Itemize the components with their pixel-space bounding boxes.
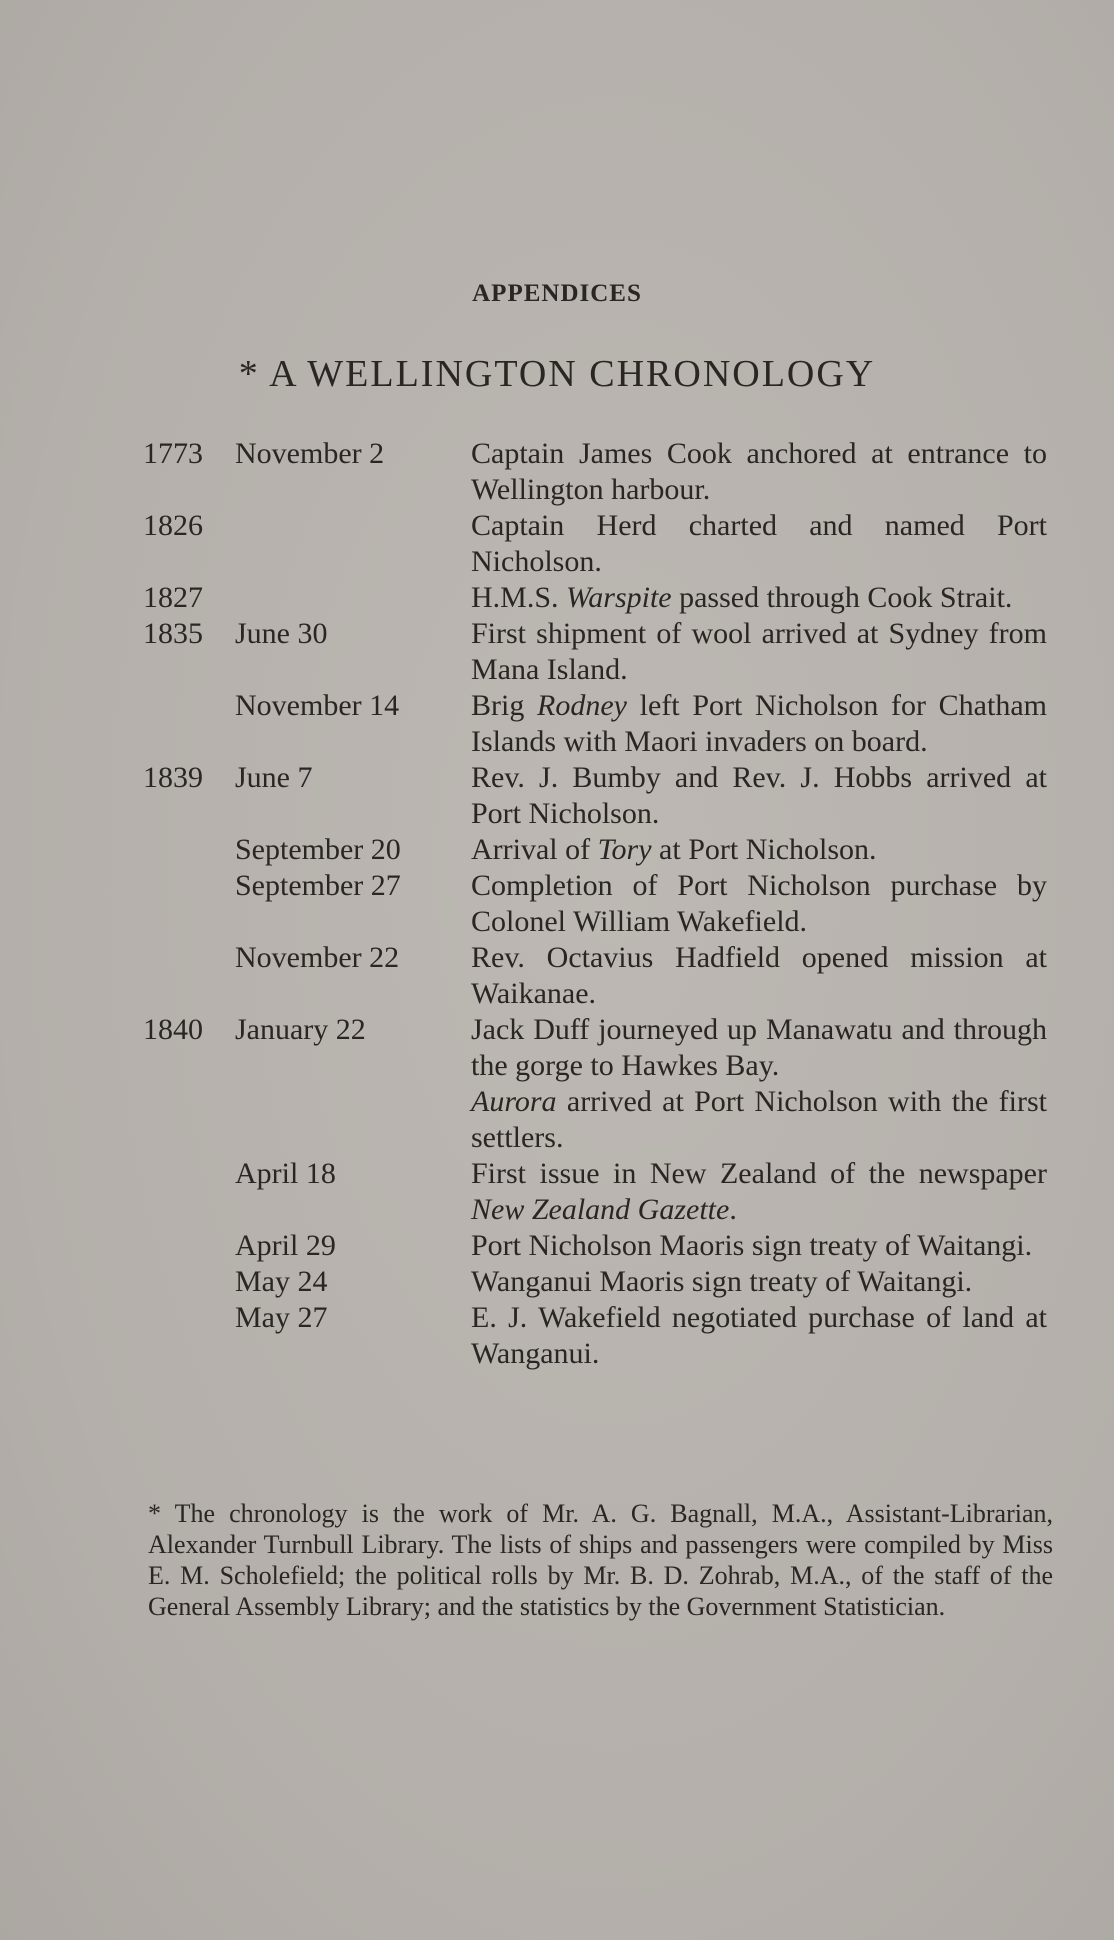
event-italic-title: Tory: [597, 833, 652, 866]
chronology-entry: [0, 1228, 1114, 1264]
chronology-entry: [0, 436, 1114, 508]
entry-year: 1826: [143, 509, 203, 542]
entry-date: June 7: [235, 761, 313, 794]
entry-date: June 30: [235, 617, 328, 650]
entry-event: Jack Duff journeyed up Manawatu and through the gorge to Hawkes Bay.: [471, 1013, 1047, 1082]
entry-event: [471, 1156, 1047, 1228]
entry-year: 1827: [143, 581, 203, 614]
event-text: left Port Nicholson for Chatham Islands with Maori invaders on board.: [471, 689, 1047, 758]
page-title: * A WELLINGTON CHRONOLOGY: [238, 353, 876, 395]
event-italic-title: Aurora: [471, 1085, 557, 1118]
event-text: arrived at Port Nicholson with the first settlers.: [471, 1085, 1047, 1154]
entry-date: November 2: [235, 437, 385, 470]
chronology-entry: [0, 1300, 1114, 1372]
entry-year: 1835: [143, 617, 203, 650]
entry-event: Captain James Cook anchored at entrance to Wellington harbour.: [471, 437, 1047, 506]
entry-date: September 27: [235, 869, 401, 902]
event-text: passed through Cook Strait.: [671, 581, 1013, 614]
entry-date: September 20: [235, 833, 401, 866]
chronology-entry: [0, 688, 1114, 760]
entry-event: Completion of Port Nicholson purchase by Colonel William Wakefield.: [471, 869, 1047, 938]
chronology-entry: [0, 1012, 1114, 1084]
entry-date: April 18: [235, 1157, 336, 1190]
event-italic-title: Warspite: [566, 581, 672, 614]
footnote: * The chronology is the work of Mr. A. G. Bagnall, M.A., Assistant-Librarian, Alexander Turnbull Library. The lists of ships and passengers were compiled by Miss E. M. Scholefield; the political rolls by Mr. B. D. Zohrab, M.A., of the staff of the General Assembly Library; and the statistics by the Government Statistician.: [148, 1499, 1053, 1621]
entry-event: E. J. Wakefield negotiated purchase of land at Wanganui.: [471, 1301, 1047, 1370]
chronology-entry: [0, 1264, 1114, 1300]
entry-event: First shipment of wool arrived at Sydney from Mana Island.: [471, 617, 1047, 686]
chronology-entry: [0, 832, 1114, 868]
entry-event: [471, 688, 1047, 760]
chronology-entry: [0, 760, 1114, 832]
entry-date: January 22: [235, 1013, 366, 1046]
chronology-entry: [0, 508, 1114, 580]
entry-year: 1840: [143, 1013, 203, 1046]
entry-year: 1839: [143, 761, 203, 794]
event-text: First issue in New Zealand of the newspaper: [471, 1157, 1047, 1190]
entry-year: 1773: [143, 437, 203, 470]
event-text: at Port Nicholson.: [651, 833, 877, 866]
entry-event: Port Nicholson Maoris sign treaty of Waitangi.: [471, 1229, 1033, 1262]
event-text: H.M.S.: [471, 581, 567, 614]
entry-date: November 14: [235, 689, 400, 722]
entry-event: [471, 1084, 1047, 1156]
entry-event: Wanganui Maoris sign treaty of Waitangi.: [471, 1265, 973, 1298]
chronology-entry: [0, 1084, 1114, 1156]
chronology-entry: [0, 868, 1114, 940]
chronology-entry: [0, 580, 1114, 616]
entry-date: May 24: [235, 1265, 328, 1298]
event-italic-title: New Zealand Gazette: [471, 1193, 730, 1226]
event-text: Arrival of: [471, 833, 598, 866]
event-text: .: [729, 1193, 737, 1226]
chronology-list: [0, 436, 1114, 1372]
event-italic-title: Rodney: [537, 689, 627, 722]
entry-date: May 27: [235, 1301, 328, 1334]
entry-date: November 22: [235, 941, 400, 974]
entry-date: April 29: [235, 1229, 336, 1262]
entry-event: Captain Herd charted and named Port Nicholson.: [471, 509, 1047, 578]
entry-event: Rev. J. Bumby and Rev. J. Hobbs arrived at Port Nicholson.: [471, 761, 1047, 830]
chronology-entry: [0, 616, 1114, 688]
chronology-entry: [0, 1156, 1114, 1228]
chronology-entry: [0, 940, 1114, 1012]
section-heading: APPENDICES: [472, 280, 642, 307]
entry-event: Rev. Octavius Hadfield opened mission at Waikanae.: [471, 941, 1047, 1010]
entry-event: [471, 580, 1047, 616]
event-text: Brig: [471, 689, 538, 722]
entry-event: [471, 832, 1047, 868]
